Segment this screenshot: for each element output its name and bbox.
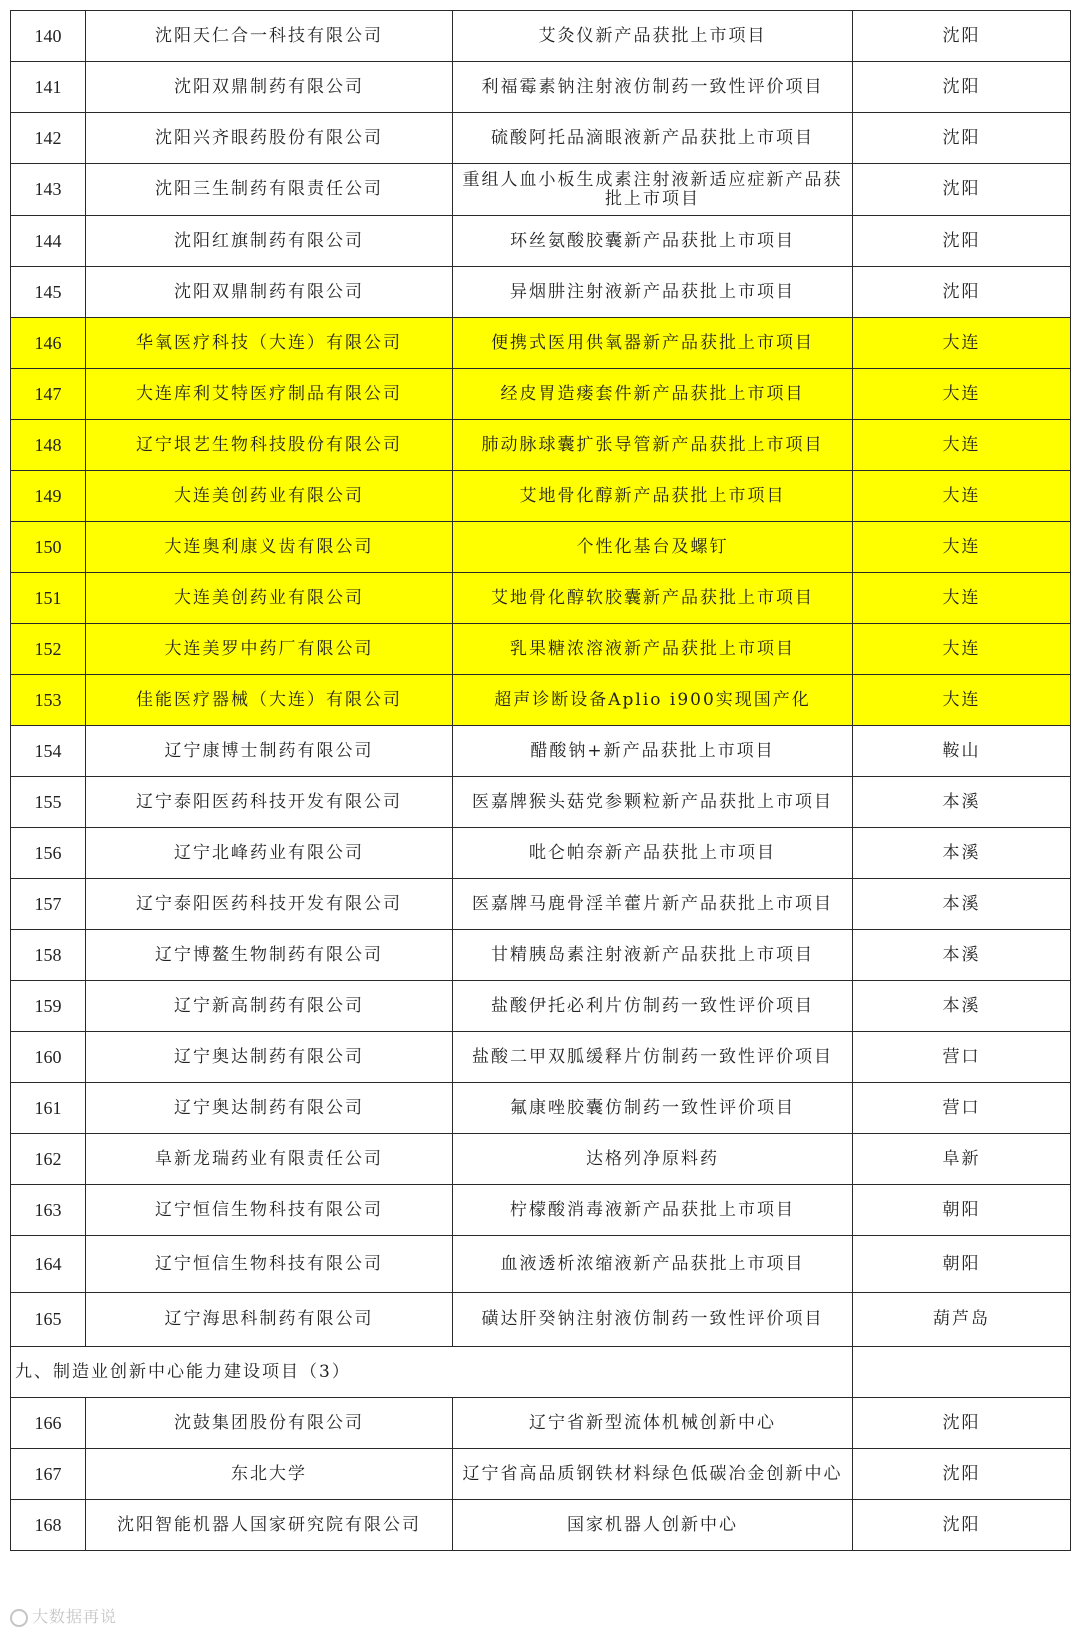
company-name: 辽宁博鳌生物制药有限公司 (86, 930, 453, 981)
watermark-text: 大数据再说 (32, 1607, 118, 1626)
row-number: 166 (11, 1398, 86, 1449)
project-name: 医嘉牌猴头菇党参颗粒新产品获批上市项目 (453, 777, 853, 828)
table-row (11, 675, 1071, 726)
city-name: 本溪 (853, 777, 1071, 828)
row-number: 161 (11, 1083, 86, 1134)
project-name: 肺动脉球囊扩张导管新产品获批上市项目 (453, 420, 853, 471)
row-number: 146 (11, 318, 86, 369)
project-name: 医嘉牌马鹿骨淫羊藿片新产品获批上市项目 (453, 879, 853, 930)
row-number: 145 (11, 267, 86, 318)
project-name: 盐酸二甲双胍缓释片仿制药一致性评价项目 (453, 1032, 853, 1083)
city-name: 沈阳 (853, 1449, 1071, 1500)
row-number: 150 (11, 522, 86, 573)
company-name: 沈阳兴齐眼药股份有限公司 (86, 113, 453, 164)
company-name: 辽宁垠艺生物科技股份有限公司 (86, 420, 453, 471)
table-row (11, 930, 1071, 981)
company-name: 辽宁泰阳医药科技开发有限公司 (86, 879, 453, 930)
city-name: 沈阳 (853, 62, 1071, 113)
project-name: 血液透析浓缩液新产品获批上市项目 (453, 1236, 853, 1293)
row-number: 149 (11, 471, 86, 522)
project-name: 吡仑帕奈新产品获批上市项目 (453, 828, 853, 879)
table-row (11, 573, 1071, 624)
table-row (11, 624, 1071, 675)
city-name: 大连 (853, 369, 1071, 420)
table-row (11, 113, 1071, 164)
row-number: 144 (11, 216, 86, 267)
company-name: 大连库利艾特医疗制品有限公司 (86, 369, 453, 420)
company-name: 阜新龙瑞药业有限责任公司 (86, 1134, 453, 1185)
table-row (11, 318, 1071, 369)
project-name: 利福霉素钠注射液仿制药一致性评价项目 (453, 62, 853, 113)
company-name: 沈阳天仁合一科技有限公司 (86, 11, 453, 62)
company-name: 辽宁恒信生物科技有限公司 (86, 1236, 453, 1293)
company-name: 沈阳三生制药有限责任公司 (86, 164, 453, 216)
city-name: 大连 (853, 471, 1071, 522)
row-number: 160 (11, 1032, 86, 1083)
table-row (11, 369, 1071, 420)
table-row (11, 1185, 1071, 1236)
city-name: 大连 (853, 420, 1071, 471)
table-row (11, 62, 1071, 113)
row-number: 162 (11, 1134, 86, 1185)
section-header-row (11, 1347, 1071, 1398)
project-name: 艾灸仪新产品获批上市项目 (453, 11, 853, 62)
city-name: 营口 (853, 1083, 1071, 1134)
row-number: 143 (11, 164, 86, 216)
row-number: 167 (11, 1449, 86, 1500)
project-name: 醋酸钠+新产品获批上市项目 (453, 726, 853, 777)
table-row (11, 164, 1071, 216)
company-name: 辽宁北峰药业有限公司 (86, 828, 453, 879)
company-name: 华氧医疗科技（大连）有限公司 (86, 318, 453, 369)
city-name: 大连 (853, 675, 1071, 726)
city-name: 沈阳 (853, 164, 1071, 216)
city-name: 本溪 (853, 930, 1071, 981)
project-name: 辽宁省高品质钢铁材料绿色低碳冶金创新中心 (453, 1449, 853, 1500)
row-number: 154 (11, 726, 86, 777)
project-name: 硫酸阿托品滴眼液新产品获批上市项目 (453, 113, 853, 164)
row-number: 152 (11, 624, 86, 675)
city-name: 朝阳 (853, 1185, 1071, 1236)
project-name: 盐酸伊托必利片仿制药一致性评价项目 (453, 981, 853, 1032)
row-number: 168 (11, 1500, 86, 1551)
row-number: 153 (11, 675, 86, 726)
project-name: 达格列净原料药 (453, 1134, 853, 1185)
company-name: 大连美罗中药厂有限公司 (86, 624, 453, 675)
table-row (11, 726, 1071, 777)
city-name: 大连 (853, 624, 1071, 675)
city-name: 沈阳 (853, 113, 1071, 164)
company-name: 辽宁泰阳医药科技开发有限公司 (86, 777, 453, 828)
project-name: 氟康唑胶囊仿制药一致性评价项目 (453, 1083, 853, 1134)
city-name: 本溪 (853, 981, 1071, 1032)
company-name: 辽宁恒信生物科技有限公司 (86, 1185, 453, 1236)
table-row (11, 1449, 1071, 1500)
company-name: 大连美创药业有限公司 (86, 471, 453, 522)
row-number: 159 (11, 981, 86, 1032)
row-number: 164 (11, 1236, 86, 1293)
table-row (11, 1500, 1071, 1551)
section-title: 九、制造业创新中心能力建设项目（3） (11, 1347, 853, 1398)
table-row (11, 471, 1071, 522)
project-name: 辽宁省新型流体机械创新中心 (453, 1398, 853, 1449)
row-number: 157 (11, 879, 86, 930)
city-name: 大连 (853, 318, 1071, 369)
row-number: 156 (11, 828, 86, 879)
company-name: 沈鼓集团股份有限公司 (86, 1398, 453, 1449)
row-number: 141 (11, 62, 86, 113)
company-name: 沈阳双鼎制药有限公司 (86, 62, 453, 113)
project-name: 艾地骨化醇新产品获批上市项目 (453, 471, 853, 522)
project-name: 经皮胃造瘘套件新产品获批上市项目 (453, 369, 853, 420)
company-name: 沈阳双鼎制药有限公司 (86, 267, 453, 318)
company-name: 辽宁奥达制药有限公司 (86, 1032, 453, 1083)
project-name: 甘精胰岛素注射液新产品获批上市项目 (453, 930, 853, 981)
project-name: 乳果糖浓溶液新产品获批上市项目 (453, 624, 853, 675)
section-empty-cell (853, 1347, 1071, 1398)
company-name: 沈阳红旗制药有限公司 (86, 216, 453, 267)
company-name: 辽宁奥达制药有限公司 (86, 1083, 453, 1134)
watermark-icon (10, 1609, 28, 1627)
city-name: 朝阳 (853, 1236, 1071, 1293)
project-name: 便携式医用供氧器新产品获批上市项目 (453, 318, 853, 369)
table-row (11, 216, 1071, 267)
table-row (11, 420, 1071, 471)
row-number: 148 (11, 420, 86, 471)
row-number: 155 (11, 777, 86, 828)
project-name: 重组人血小板生成素注射液新适应症新产品获批上市项目 (453, 164, 853, 216)
row-number: 147 (11, 369, 86, 420)
project-name: 磺达肝癸钠注射液仿制药一致性评价项目 (453, 1293, 853, 1347)
table-row (11, 1293, 1071, 1347)
project-name: 个性化基台及螺钉 (453, 522, 853, 573)
row-number: 165 (11, 1293, 86, 1347)
city-name: 鞍山 (853, 726, 1071, 777)
row-number: 158 (11, 930, 86, 981)
table-row (11, 1134, 1071, 1185)
city-name: 阜新 (853, 1134, 1071, 1185)
project-name: 柠檬酸消毒液新产品获批上市项目 (453, 1185, 853, 1236)
row-number: 151 (11, 573, 86, 624)
city-name: 本溪 (853, 828, 1071, 879)
table-row (11, 879, 1071, 930)
company-name: 佳能医疗器械（大连）有限公司 (86, 675, 453, 726)
city-name: 沈阳 (853, 216, 1071, 267)
project-name: 异烟肼注射液新产品获批上市项目 (453, 267, 853, 318)
table-row (11, 267, 1071, 318)
city-name: 沈阳 (853, 11, 1071, 62)
city-name: 营口 (853, 1032, 1071, 1083)
company-name: 辽宁康博士制药有限公司 (86, 726, 453, 777)
project-name: 国家机器人创新中心 (453, 1500, 853, 1551)
row-number: 140 (11, 11, 86, 62)
project-table (10, 10, 1071, 1551)
city-name: 沈阳 (853, 1398, 1071, 1449)
table-row (11, 777, 1071, 828)
table-row (11, 1083, 1071, 1134)
city-name: 大连 (853, 522, 1071, 573)
row-number: 142 (11, 113, 86, 164)
company-name: 辽宁海思科制药有限公司 (86, 1293, 453, 1347)
project-name: 环丝氨酸胶囊新产品获批上市项目 (453, 216, 853, 267)
city-name: 葫芦岛 (853, 1293, 1071, 1347)
company-name: 东北大学 (86, 1449, 453, 1500)
table-row (11, 1398, 1071, 1449)
watermark (10, 1604, 117, 1627)
project-name: 超声诊断设备Aplio i900实现国产化 (453, 675, 853, 726)
table-row (11, 1236, 1071, 1293)
city-name: 大连 (853, 573, 1071, 624)
company-name: 辽宁新高制药有限公司 (86, 981, 453, 1032)
project-table-body (11, 11, 1071, 1551)
table-row (11, 522, 1071, 573)
company-name: 大连美创药业有限公司 (86, 573, 453, 624)
city-name: 沈阳 (853, 267, 1071, 318)
table-row (11, 1032, 1071, 1083)
company-name: 大连奥利康义齿有限公司 (86, 522, 453, 573)
project-name: 艾地骨化醇软胶囊新产品获批上市项目 (453, 573, 853, 624)
table-row (11, 11, 1071, 62)
row-number: 163 (11, 1185, 86, 1236)
city-name: 本溪 (853, 879, 1071, 930)
company-name: 沈阳智能机器人国家研究院有限公司 (86, 1500, 453, 1551)
city-name: 沈阳 (853, 1500, 1071, 1551)
table-row (11, 981, 1071, 1032)
table-row (11, 828, 1071, 879)
